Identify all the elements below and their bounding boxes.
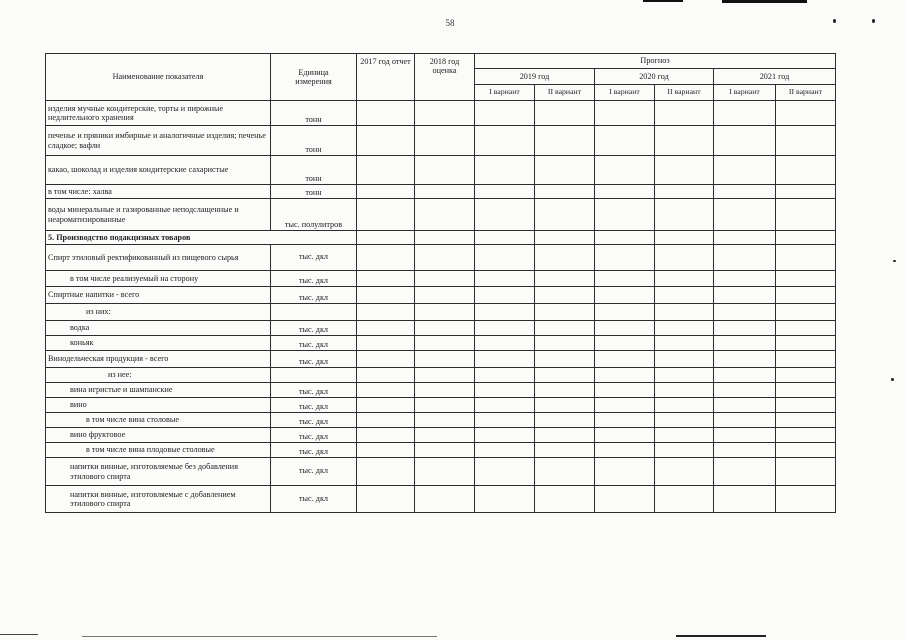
header-year-2019: 2019 год [475,69,595,85]
table-row [46,458,836,486]
table-row [46,486,836,513]
header-variant: I вариант [595,85,655,101]
row-name: из нее: [46,368,271,383]
row-name: в том числе вина столовые [46,413,271,428]
table-row [46,287,836,304]
scan-dot [891,378,894,381]
row-name: напитки винные, изготовляемые с добавлением этилового спирта [46,486,271,513]
row-unit: тыс. дкл [271,245,357,271]
row-name: напитки винные, изготовляемые без добавления этилового спирта [46,458,271,486]
table-row [46,398,836,413]
header-variant: I вариант [714,85,776,101]
header-2017: 2017 год отчет [357,54,415,101]
row-unit: тыс. дкл [271,428,357,443]
row-unit: тыс. дкл [271,398,357,413]
row-name: Спиртные напитки - всего [46,287,271,304]
header-variant: II вариант [655,85,714,101]
scan-mark-top-right [722,0,807,3]
forecast-table [45,53,836,513]
row-name: Спирт этиловый ректификованный из пищевого сырья [46,245,271,271]
row-unit: тонн [271,101,357,126]
header-variant: II вариант [535,85,595,101]
table-row [46,368,836,383]
scan-mark-top-left [643,0,683,2]
page-number: 58 [445,18,455,28]
row-unit: тыс. дкл [271,351,357,368]
table-row [46,126,836,156]
section-title: 5. Производство подакцизных товаров [46,231,357,245]
table-row [46,231,836,245]
table-row [46,351,836,368]
row-name: в том числе: халва [46,185,271,199]
table-row [46,199,836,231]
row-unit: тыс. дкл [271,458,357,486]
scan-edge-line [676,635,766,637]
table-row [46,304,836,321]
scan-edge-line [0,634,38,635]
header-unit: Единица измерения [271,54,357,101]
row-unit: тыс. дкл [271,321,357,336]
row-unit: тыс. дкл [271,336,357,351]
row-unit [271,304,357,321]
row-unit: тыс. дкл [271,383,357,398]
table-row [46,443,836,458]
row-unit: тыс. полулитров [271,199,357,231]
scan-dot [893,260,896,262]
row-name: коньяк [46,336,271,351]
table-row [46,185,836,199]
header-2018: 2018 год оценка [415,54,475,101]
row-unit: тыс. дкл [271,271,357,287]
row-name: воды минеральные и газированные неподслащенные и неароматизированные [46,199,271,231]
row-unit: тонн [271,126,357,156]
header-year-2020: 2020 год [595,69,714,85]
row-name: из них: [46,304,271,321]
header-name: Наименование показателя [46,54,271,101]
row-name: в том числе реализуемый на сторону [46,271,271,287]
row-unit: тыс. дкл [271,443,357,458]
row-unit: тыс. дкл [271,287,357,304]
row-name: изделия мучные кондитерские, торты и пирожные недлительного хранения [46,101,271,126]
header-year-2021: 2021 год [714,69,836,85]
table-row [46,428,836,443]
row-name: вино [46,398,271,413]
row-unit: тонн [271,156,357,185]
table-row [46,156,836,185]
row-unit: тонн [271,185,357,199]
row-name: печенье и пряники имбирные и аналогичные изделия; печенье сладкое; вафли [46,126,271,156]
table-row [46,336,836,351]
table-row [46,413,836,428]
row-name: водка [46,321,271,336]
scan-edge-line [82,636,437,637]
row-name: какао, шоколад и изделия кондитерские сахаристые [46,156,271,185]
row-unit [271,368,357,383]
row-name: Винодельческая продукция - всего [46,351,271,368]
table-row [46,245,836,271]
header-variant: I вариант [475,85,535,101]
table-row [46,321,836,336]
table-row [46,383,836,398]
scan-dot [872,19,875,23]
header-variant: II вариант [776,85,836,101]
header-forecast: Прогноз [475,54,836,69]
table-row [46,101,836,126]
table-row [46,271,836,287]
scan-dot [833,19,836,23]
row-name: в том числе вина плодовые столовые [46,443,271,458]
row-name: вино фруктовое [46,428,271,443]
row-unit: тыс. дкл [271,413,357,428]
row-unit: тыс. дкл [271,486,357,513]
row-name: вина игристые и шампанские [46,383,271,398]
